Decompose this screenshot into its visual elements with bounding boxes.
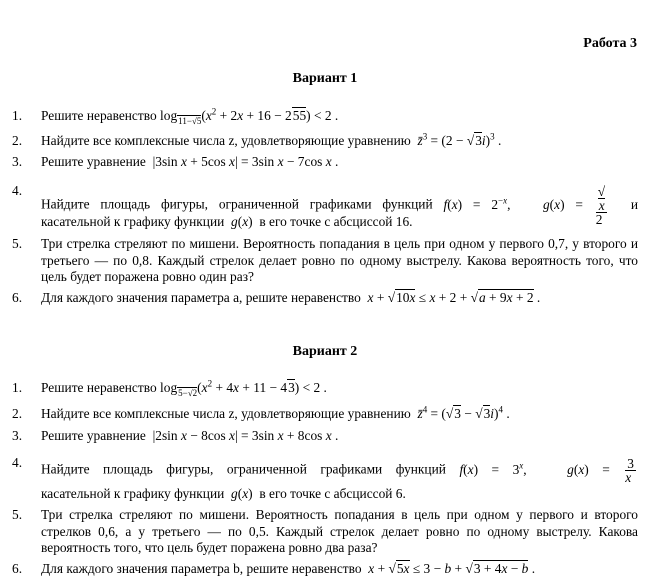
problem-text: Решите неравенство	[41, 108, 157, 123]
problem-number: 3.	[12, 428, 23, 443]
problem-text: Решите неравенство	[41, 380, 157, 395]
problem-text: Найдите площадь фигуры, ограниченной графиками функций	[41, 461, 446, 477]
work-title: Работа 3	[583, 36, 637, 51]
problem-number: 5.	[12, 507, 23, 522]
problem-text: Найдите все комплексные числа z, удовлетворяющие уравнению	[41, 133, 411, 148]
problem-text: Решите уравнение	[41, 154, 146, 169]
problem-text: Решите уравнение	[41, 428, 146, 443]
problem-text: Три стрелка стреляют по мишени. Вероятность попадания в цель при одном у первого 0,7, у второго и третьего — по 0,8. Каждый стрелок делает ровно по одному выстрелу. Какова вероятность того, что цель будет поражена ровно один раз?	[41, 236, 638, 284]
problem-text-cont: касательной к графику функции	[41, 214, 225, 229]
problem-number: 2.	[12, 406, 23, 421]
variant-1-heading: Вариант 1	[292, 71, 358, 86]
problem-formula: $f(x) = 3^x$, g(x) = $\frac{3}{x}$	[459, 456, 634, 485]
problem-text: Найдите все комплексные числа z, удовлетворяющие уравнению	[41, 406, 411, 421]
problem-text-end: в его точке с абсциссой 16.	[259, 214, 413, 229]
problem-number: 1.	[12, 380, 23, 395]
problem-formula: z̄$^4$ = $(√3 - √3i)^4$ .	[417, 404, 510, 421]
problem-text-end: в его точке с абсциссой 6.	[259, 486, 406, 501]
problem-number: 6.	[12, 290, 23, 305]
problem-formula: z̄$^3$ = $(2 - √3i)^3$ .	[417, 131, 502, 148]
problem-formula: $f(x) = 2^{-x}$, g(x) = √ x 2 и	[443, 184, 638, 227]
problem-formula: |2sin x − 8cos x| = 3sin x + 8cos x .	[149, 428, 339, 443]
problem-number: 2.	[12, 133, 23, 148]
problem-formula-2: g(x)	[231, 214, 256, 229]
variant-2-heading: Вариант 2	[292, 344, 358, 359]
problem-text: Для каждого значения параметра b, решите неравенство	[41, 561, 362, 576]
problem-number: 3.	[12, 154, 23, 169]
problem-number: 5.	[12, 236, 23, 251]
problem-formula: |3sin x + 5cos x| = 3sin x − 7cos x .	[149, 154, 339, 169]
problem-text: Три стрелка стреляют по мишени. Вероятность попадания в цель при одном у первого и второго стрелков 0,6, а у третьего — по 0,5. Каждый стрелок делает ровно по одному выстрелу. Какова вероятность того, что цель будет поражена ровно два раза?	[41, 507, 638, 555]
problem-formula: x + √5x ≤ 3 − b + √3 + 4x − b .	[368, 561, 536, 576]
problem-formula: $\log_{11-√5}(x^2 + 2x + 16 - 255) < 2$ .	[160, 106, 339, 126]
problem-text-cont: касательной к графику функции	[41, 486, 225, 501]
problem-number: 4.	[12, 183, 23, 198]
problem-formula-2: g(x)	[231, 486, 256, 501]
problem-formula: x + √10x ≤ x + 2 + √a + 9x + 2 .	[367, 290, 541, 305]
problem-text: Найдите площадь фигуры, ограниченной графиками функций	[41, 196, 433, 212]
problem-number: 1.	[12, 108, 23, 123]
problem-number: 6.	[12, 561, 23, 576]
problem-number: 4.	[12, 455, 23, 470]
problem-formula: $\log_{5-√2}(x^2 + 4x + 11 - 43) < 2$ .	[160, 378, 327, 398]
problem-text: Для каждого значения параметра a, решите неравенство	[41, 290, 361, 305]
